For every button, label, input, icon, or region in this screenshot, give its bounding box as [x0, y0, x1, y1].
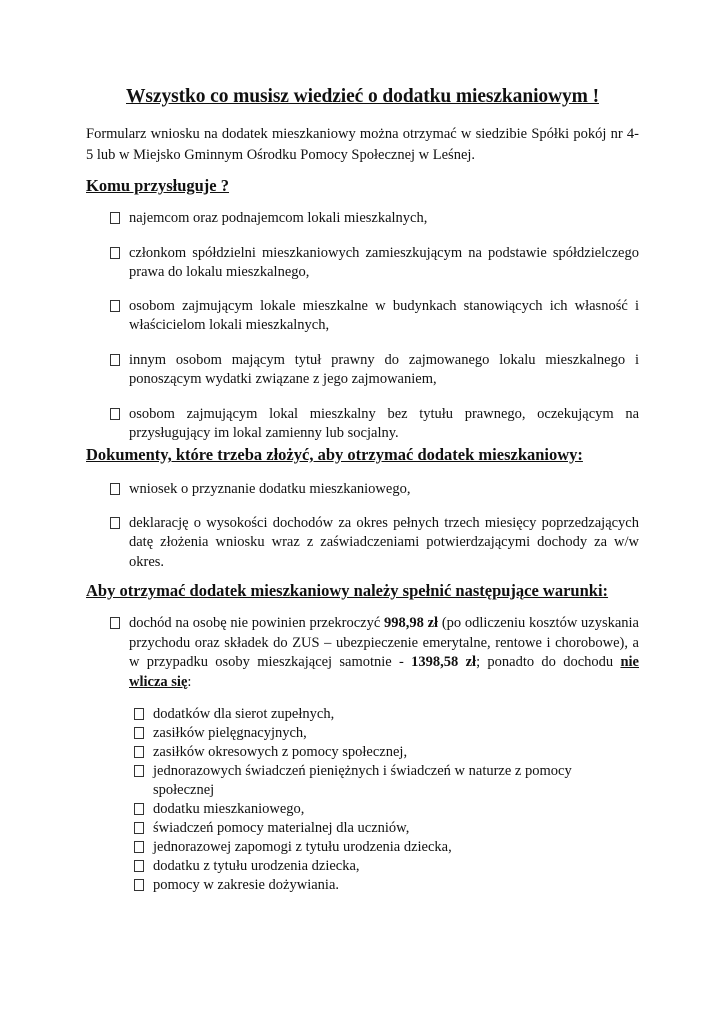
list-item: zasiłków pielęgnacyjnych, [131, 724, 591, 743]
checkbox-icon [110, 212, 120, 224]
list-item: innym osobom mającym tytuł prawny do zajmowanego lokalu mieszkalnego i ponoszącym wydatki związane z jego zajmowaniem, [86, 351, 639, 390]
single-person-limit-amount: 1398,58 zł [411, 654, 477, 670]
checkbox-icon [110, 354, 120, 366]
checkbox-icon [134, 765, 144, 777]
intro-paragraph: Formularz wniosku na dodatek mieszkaniowy można otrzymać w siedzibie Spółki pokój nr 4-5 lub w Miejsko Gminnym Ośrodku Pomocy Społecznej w Leśnej. [86, 126, 639, 163]
section-heading-eligibility: Komu przysługuje ? [86, 176, 230, 195]
checkbox-icon [110, 483, 120, 495]
section-heading-conditions: Aby otrzymać dodatek mieszkaniowy należy spełnić następujące warunki: [86, 581, 609, 600]
checkbox-icon [110, 247, 120, 259]
list-item: świadczeń pomocy materialnej dla uczniów, [131, 819, 591, 838]
list-item: najemcom oraz podnajemcom lokali mieszkalnych, [86, 209, 639, 229]
documents-list [86, 480, 639, 572]
conditions-list [86, 614, 639, 692]
list-item: osobom zajmującym lokale mieszkalne w budynkach stanowiących ich własność i właścicielom lokali mieszkalnych, [86, 297, 639, 336]
checkbox-icon [134, 708, 144, 720]
checkbox-icon [110, 408, 120, 420]
document-title: Wszystko co musisz wiedzieć o dodatku mieszkaniowym ! [126, 86, 599, 107]
checkbox-icon [110, 617, 120, 629]
section-heading-documents: Dokumenty, które trzeba złożyć, aby otrzymać dodatek mieszkaniowy: [86, 445, 583, 464]
checkbox-icon [110, 300, 120, 312]
list-item: jednorazowej zapomogi z tytułu urodzenia dziecka, [131, 838, 591, 857]
checkbox-icon [134, 803, 144, 815]
eligibility-list [86, 209, 639, 444]
list-item: zasiłków okresowych z pomocy społecznej, [131, 743, 591, 762]
list-item: dodatku mieszkaniowego, [131, 800, 591, 819]
list-item: członkom spółdzielni mieszkaniowych zamieszkującym na podstawie spółdzielczego prawa do lokalu mieszkalnego, [86, 244, 639, 283]
list-item: osobom zajmującym lokal mieszkalny bez tytułu prawnego, oczekującym na przysługujący im lokal zamienny lub socjalny. [86, 405, 639, 444]
list-item: deklarację o wysokości dochodów za okres pełnych trzech miesięcy poprzedzających datę złożenia wniosku wraz z zaświadczeniami potwierdzającymi dochody za w/w okres. [86, 514, 639, 573]
list-item: pomocy w zakresie dożywiania. [131, 876, 591, 895]
list-item: wniosek o przyznanie dodatku mieszkaniowego, [86, 480, 639, 500]
checkbox-icon [134, 727, 144, 739]
excluded-income-list [131, 705, 591, 895]
checkbox-icon [134, 841, 144, 853]
list-item: dodatków dla sierot zupełnych, [131, 705, 591, 724]
income-limit-amount: 998,98 zł [384, 615, 439, 631]
checkbox-icon [134, 879, 144, 891]
checkbox-icon [134, 746, 144, 758]
checkbox-icon [110, 517, 120, 529]
checkbox-icon [134, 822, 144, 834]
checkbox-icon [134, 860, 144, 872]
list-item: jednorazowych świadczeń pieniężnych i świadczeń w naturze z pomocy społecznej [131, 762, 591, 800]
not-included-phrase: nie wlicza się [129, 654, 639, 690]
list-item: dochód na osobę nie powinien przekroczyć 998,98 zł (po odliczeniu kosztów uzyskania przychodu oraz składek do ZUS – ubezpieczenie emerytalne, rentowe i chorobowe), a w przypadku osoby mieszkającej samotnie - 1398,58 zł; ponadto do dochodu nie wlicza się: [86, 614, 639, 692]
list-item: dodatku z tytułu urodzenia dziecka, [131, 857, 591, 876]
